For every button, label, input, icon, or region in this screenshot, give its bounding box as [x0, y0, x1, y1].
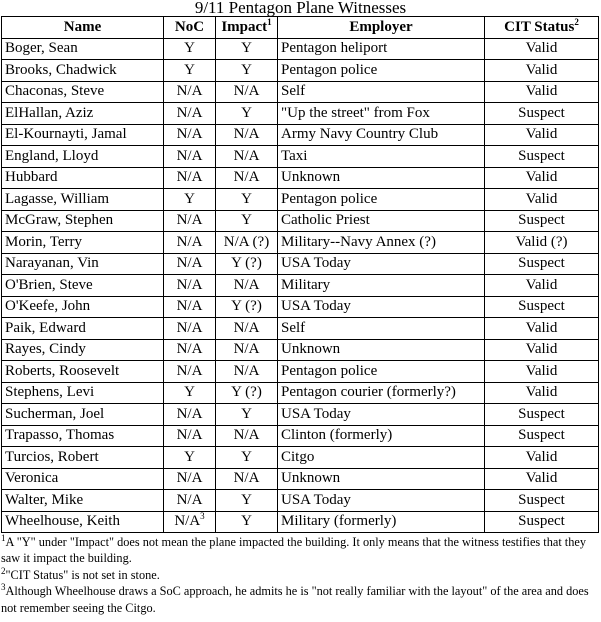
cell-noc-text: N/A: [176, 427, 203, 444]
cell-cit-status: [485, 382, 599, 404]
cell-impact-text: N/A: [233, 147, 260, 164]
cell-impact: [216, 490, 278, 512]
cell-name-text: Morin, Terry: [5, 233, 82, 250]
cell-cit-status-text: Suspect: [518, 298, 565, 315]
cell-noc: [164, 361, 216, 383]
cell-name: [2, 447, 164, 469]
cell-name: [2, 210, 164, 232]
header-employer: Employer: [278, 17, 485, 39]
cell-cit-status: [485, 103, 599, 125]
cell-impact-text: Y: [241, 491, 252, 508]
header-impact: [216, 17, 278, 39]
cell-employer-text: Unknown: [281, 470, 341, 487]
cell-cit-status: [485, 490, 599, 512]
cell-employer: [278, 468, 485, 490]
cell-noc: [164, 253, 216, 275]
cell-employer: [278, 275, 485, 297]
cell-employer: [278, 447, 485, 469]
cell-noc-text: N/A: [176, 104, 203, 121]
cell-impact: [216, 339, 278, 361]
cell-employer: [278, 425, 485, 447]
cell-noc-text: Y: [184, 61, 195, 78]
cell-noc: [164, 382, 216, 404]
cell-employer: [278, 361, 485, 383]
cell-cit-status-text: Valid (?): [515, 233, 568, 250]
cell-employer-text: Military (formerly): [281, 513, 397, 530]
cell-impact-text: N/A: [233, 362, 260, 379]
cell-name: [2, 339, 164, 361]
cell-name: [2, 318, 164, 340]
footnote: [1, 567, 599, 583]
cell-impact: [216, 468, 278, 490]
cell-cit-status: [485, 339, 599, 361]
cell-cit-status: [485, 275, 599, 297]
table-row: [2, 60, 599, 82]
cell-cit-status: [485, 189, 599, 211]
cell-name: [2, 361, 164, 383]
cell-impact: [216, 447, 278, 469]
cell-impact: [216, 404, 278, 426]
cell-cit-status-text: Suspect: [518, 491, 565, 508]
cell-employer-text: Army Navy Country Club: [281, 126, 439, 143]
cell-name-text: Roberts, Roosevelt: [5, 362, 120, 379]
table-row: [2, 382, 599, 404]
header-impact-label: Impact: [221, 18, 268, 35]
cell-employer-text: Pentagon courier (formerly?): [281, 384, 456, 401]
cell-name: [2, 146, 164, 168]
cell-name-text: Walter, Mike: [5, 491, 84, 508]
cell-cit-status-text: Valid: [525, 169, 558, 186]
cell-impact-text: Y: [241, 212, 252, 229]
cell-impact-text: N/A: [233, 83, 260, 100]
cell-cit-status-text: Valid: [525, 190, 558, 207]
cell-name-text: Stephens, Levi: [5, 384, 95, 401]
cell-impact-text: Y: [241, 61, 252, 78]
cell-employer-text: Pentagon police: [281, 61, 378, 78]
table-row: [2, 425, 599, 447]
cell-name-text: Turcios, Robert: [5, 448, 99, 465]
cell-noc-text: N/A: [176, 169, 203, 186]
cell-impact-text: Y: [241, 405, 252, 422]
cell-impact-text: Y: [241, 513, 252, 530]
cell-noc-text: N/A: [176, 255, 203, 272]
cell-cit-status-text: Valid: [525, 448, 558, 465]
cell-cit-status: [485, 468, 599, 490]
footnote-number: 2: [1, 565, 6, 576]
table-row: [2, 447, 599, 469]
cell-cit-status-text: Valid: [525, 276, 558, 293]
cell-employer: [278, 167, 485, 189]
cell-employer: [278, 103, 485, 125]
cell-noc-text: N/A: [176, 233, 203, 250]
cell-cit-status-text: Suspect: [518, 255, 565, 272]
footnote-number: 3: [1, 582, 6, 593]
cell-employer-text: Clinton (formerly): [281, 427, 393, 444]
cell-name-text: England, Lloyd: [5, 147, 99, 164]
cell-noc-text: N/A: [176, 491, 203, 508]
cell-noc: [164, 296, 216, 318]
cell-employer-text: Citgo: [281, 448, 315, 465]
cell-name: [2, 60, 164, 82]
cell-employer-text: Pentagon police: [281, 362, 378, 379]
cell-impact: [216, 275, 278, 297]
cell-noc-text: N/A: [176, 212, 203, 229]
cell-noc: [164, 339, 216, 361]
footnote: [1, 583, 599, 616]
table-row: [2, 490, 599, 512]
cell-impact: [216, 382, 278, 404]
cell-impact-text: N/A: [233, 427, 260, 444]
cell-cit-status: [485, 404, 599, 426]
table-row: [2, 404, 599, 426]
table-row: [2, 318, 599, 340]
cell-employer: [278, 124, 485, 146]
cell-employer-text: Unknown: [281, 169, 341, 186]
cell-impact: [216, 296, 278, 318]
cell-employer-text: USA Today: [281, 255, 351, 272]
cell-impact: [216, 81, 278, 103]
cell-name-text: Sucherman, Joel: [5, 405, 105, 422]
cell-impact-text: Y (?): [231, 298, 262, 315]
cell-impact: [216, 124, 278, 146]
cell-employer-text: Self: [281, 319, 306, 336]
cell-noc-text: N/A: [176, 405, 203, 422]
cell-impact-text: Y (?): [231, 255, 262, 272]
cell-impact: [216, 38, 278, 60]
table-row: [2, 146, 599, 168]
cell-noc-text: Y: [184, 448, 195, 465]
header-name: Name: [2, 17, 164, 39]
cell-name-text: Boger, Sean: [5, 40, 78, 57]
cell-cit-status-text: Valid: [525, 40, 558, 57]
cell-name: [2, 167, 164, 189]
cell-noc-text: N/A: [176, 362, 203, 379]
table-row: [2, 189, 599, 211]
cell-name: [2, 275, 164, 297]
cell-noc-text: N/A: [176, 83, 203, 100]
cell-cit-status-text: Valid: [525, 470, 558, 487]
cell-name: [2, 382, 164, 404]
table-row: [2, 167, 599, 189]
cell-employer-text: USA Today: [281, 298, 351, 315]
cell-name-text: Narayanan, Vin: [5, 255, 99, 272]
cell-impact: [216, 103, 278, 125]
cell-cit-status-text: Suspect: [518, 513, 565, 530]
cell-impact-text: Y: [241, 40, 252, 57]
cell-cit-status: [485, 425, 599, 447]
cell-cit-status-text: Valid: [525, 384, 558, 401]
cell-name: [2, 103, 164, 125]
cell-name: [2, 511, 164, 533]
cell-name: [2, 253, 164, 275]
table-row: [2, 103, 599, 125]
cell-impact-text: N/A: [233, 470, 260, 487]
cell-noc: [164, 275, 216, 297]
cell-noc-text: N/A: [176, 341, 203, 358]
table-row: [2, 253, 599, 275]
cell-noc-text: Y: [184, 190, 195, 207]
cell-impact: [216, 60, 278, 82]
cell-impact: [216, 511, 278, 533]
cell-name-text: Wheelhouse, Keith: [5, 513, 120, 530]
cell-noc-text: Y: [184, 40, 195, 57]
cell-impact-text: N/A: [233, 169, 260, 186]
cell-noc: [164, 232, 216, 254]
cell-employer: [278, 339, 485, 361]
footnote: [1, 534, 599, 567]
cell-name-text: Rayes, Cindy: [5, 341, 86, 358]
cell-employer: [278, 382, 485, 404]
cell-impact-text: Y: [241, 104, 252, 121]
cell-name-text: Chaconas, Steve: [5, 83, 105, 100]
cell-impact-text: N/A (?): [223, 233, 270, 250]
footnote-text: A "Y" under "Impact" does not mean the plane impacted the building. It only means that the witness testifies that they saw it impact the building.: [1, 535, 586, 566]
cell-cit-status: [485, 60, 599, 82]
cell-noc-text: N/A: [176, 298, 203, 315]
cell-noc: [164, 425, 216, 447]
table-row: [2, 232, 599, 254]
cell-cit-status: [485, 296, 599, 318]
cell-noc: [164, 103, 216, 125]
cell-cit-status: [485, 81, 599, 103]
cell-noc: [164, 318, 216, 340]
table-body: [2, 38, 599, 533]
header-cit-label: CIT Status: [504, 18, 575, 35]
header-cit-status: [485, 17, 599, 39]
cell-employer-text: Unknown: [281, 341, 341, 358]
cell-cit-status: [485, 318, 599, 340]
cell-noc: [164, 189, 216, 211]
cell-cit-status: [485, 253, 599, 275]
cell-noc: [164, 468, 216, 490]
cell-cit-status-text: Suspect: [518, 405, 565, 422]
cell-cit-status: [485, 124, 599, 146]
cell-noc: [164, 146, 216, 168]
cell-name-text: O'Brien, Steve: [5, 276, 93, 293]
footnote-number: 1: [1, 532, 6, 543]
cell-employer-text: Pentagon police: [281, 190, 378, 207]
cell-noc: [164, 60, 216, 82]
cell-impact-text: N/A: [233, 341, 260, 358]
witness-table: [1, 16, 599, 533]
table-row: [2, 296, 599, 318]
cell-name: [2, 81, 164, 103]
cell-employer: [278, 81, 485, 103]
cell-name: [2, 232, 164, 254]
cell-noc-text: Y: [184, 384, 195, 401]
footnote-ref-2: 2: [574, 16, 579, 27]
cell-name-text: McGraw, Stephen: [5, 212, 114, 229]
cell-employer-text: Pentagon heliport: [281, 40, 388, 57]
footnote-ref: 3: [200, 511, 205, 522]
cell-cit-status: [485, 38, 599, 60]
cell-name: [2, 425, 164, 447]
cell-impact: [216, 210, 278, 232]
cell-cit-status: [485, 146, 599, 168]
cell-cit-status-text: Valid: [525, 319, 558, 336]
cell-employer: [278, 146, 485, 168]
cell-employer: [278, 189, 485, 211]
cell-impact: [216, 232, 278, 254]
cell-name-text: Paik, Edward: [5, 319, 86, 336]
cell-cit-status: [485, 361, 599, 383]
footnote-text: "CIT Status" is not set in stone.: [5, 567, 160, 582]
cell-employer: [278, 210, 485, 232]
cell-name-text: Trapasso, Thomas: [5, 427, 115, 444]
cell-cit-status-text: Valid: [525, 61, 558, 78]
cell-name: [2, 38, 164, 60]
cell-noc: [164, 404, 216, 426]
cell-cit-status-text: Valid: [525, 341, 558, 358]
table-row: [2, 361, 599, 383]
cell-noc-text: N/A: [176, 147, 203, 164]
cell-employer-text: "Up the street" from Fox: [281, 104, 430, 121]
table-row: [2, 468, 599, 490]
table-row: [2, 38, 599, 60]
cell-name-text: Lagasse, William: [5, 190, 110, 207]
footnote-ref-1: 1: [267, 16, 272, 27]
cell-impact: [216, 253, 278, 275]
cell-employer-text: Military--Navy Annex (?): [281, 233, 436, 250]
cell-impact-text: Y: [241, 190, 252, 207]
cell-impact: [216, 318, 278, 340]
cell-noc-text: N/A: [176, 319, 203, 336]
cell-cit-status-text: Valid: [525, 126, 558, 143]
cell-cit-status: [485, 167, 599, 189]
cell-name-text: Hubbard: [5, 169, 58, 186]
cell-noc-text: N/A: [176, 470, 203, 487]
cell-noc: [164, 511, 216, 533]
cell-noc: [164, 38, 216, 60]
cell-employer: [278, 38, 485, 60]
cell-employer: [278, 232, 485, 254]
cell-noc: [164, 210, 216, 232]
cell-impact: [216, 425, 278, 447]
cell-cit-status-text: Suspect: [518, 147, 565, 164]
cell-name-text: El-Kournayti, Jamal: [5, 126, 127, 143]
cell-noc-text: N/A: [174, 513, 201, 530]
cell-impact-text: Y (?): [231, 384, 262, 401]
cell-employer: [278, 253, 485, 275]
cell-name: [2, 189, 164, 211]
cell-employer-text: Self: [281, 83, 306, 100]
cell-cit-status-text: Suspect: [518, 212, 565, 229]
footnote-text: Although Wheelhouse draws a SoC approach, he admits he is "not really familiar with the layout" of the area and does not remember seeing the Citgo.: [1, 584, 589, 615]
table-row: [2, 210, 599, 232]
header-noc: NoC: [164, 17, 216, 39]
cell-noc: [164, 81, 216, 103]
cell-noc: [164, 490, 216, 512]
footnotes: [0, 534, 599, 616]
table-header-row: [2, 17, 599, 39]
cell-name: [2, 296, 164, 318]
cell-name-text: Brooks, Chadwick: [5, 61, 117, 78]
cell-cit-status: [485, 232, 599, 254]
cell-employer: [278, 404, 485, 426]
cell-name: [2, 468, 164, 490]
cell-employer-text: USA Today: [281, 491, 351, 508]
cell-cit-status-text: Suspect: [518, 104, 565, 121]
cell-name: [2, 124, 164, 146]
cell-impact: [216, 167, 278, 189]
cell-employer: [278, 511, 485, 533]
cell-impact: [216, 146, 278, 168]
cell-name-text: O'Keefe, John: [5, 298, 91, 315]
cell-cit-status: [485, 447, 599, 469]
cell-cit-status: [485, 210, 599, 232]
cell-employer: [278, 296, 485, 318]
cell-employer: [278, 490, 485, 512]
table-row: [2, 275, 599, 297]
cell-noc-text: N/A: [176, 276, 203, 293]
cell-cit-status-text: Suspect: [518, 427, 565, 444]
cell-cit-status-text: Valid: [525, 83, 558, 100]
cell-name-text: ElHallan, Aziz: [5, 104, 94, 121]
cell-noc: [164, 447, 216, 469]
cell-employer-text: Taxi: [281, 147, 308, 164]
table-row: [2, 511, 599, 533]
cell-impact-text: N/A: [233, 126, 260, 143]
cell-impact: [216, 361, 278, 383]
cell-impact-text: N/A: [233, 276, 260, 293]
cell-impact-text: N/A: [233, 319, 260, 336]
cell-name-text: Veronica: [5, 470, 59, 487]
cell-employer-text: Catholic Priest: [281, 212, 370, 229]
cell-impact-text: Y: [241, 448, 252, 465]
cell-name: [2, 404, 164, 426]
cell-employer-text: USA Today: [281, 405, 351, 422]
table-row: [2, 339, 599, 361]
cell-name: [2, 490, 164, 512]
cell-noc: [164, 124, 216, 146]
cell-impact: [216, 189, 278, 211]
page-title: 9/11 Pentagon Plane Witnesses: [194, 0, 407, 17]
cell-employer: [278, 60, 485, 82]
cell-employer: [278, 318, 485, 340]
cell-noc: [164, 167, 216, 189]
cell-employer-text: Military: [281, 276, 331, 293]
cell-cit-status-text: Valid: [525, 362, 558, 379]
cell-noc-text: N/A: [176, 126, 203, 143]
table-row: [2, 124, 599, 146]
cell-cit-status: [485, 511, 599, 533]
table-row: [2, 81, 599, 103]
